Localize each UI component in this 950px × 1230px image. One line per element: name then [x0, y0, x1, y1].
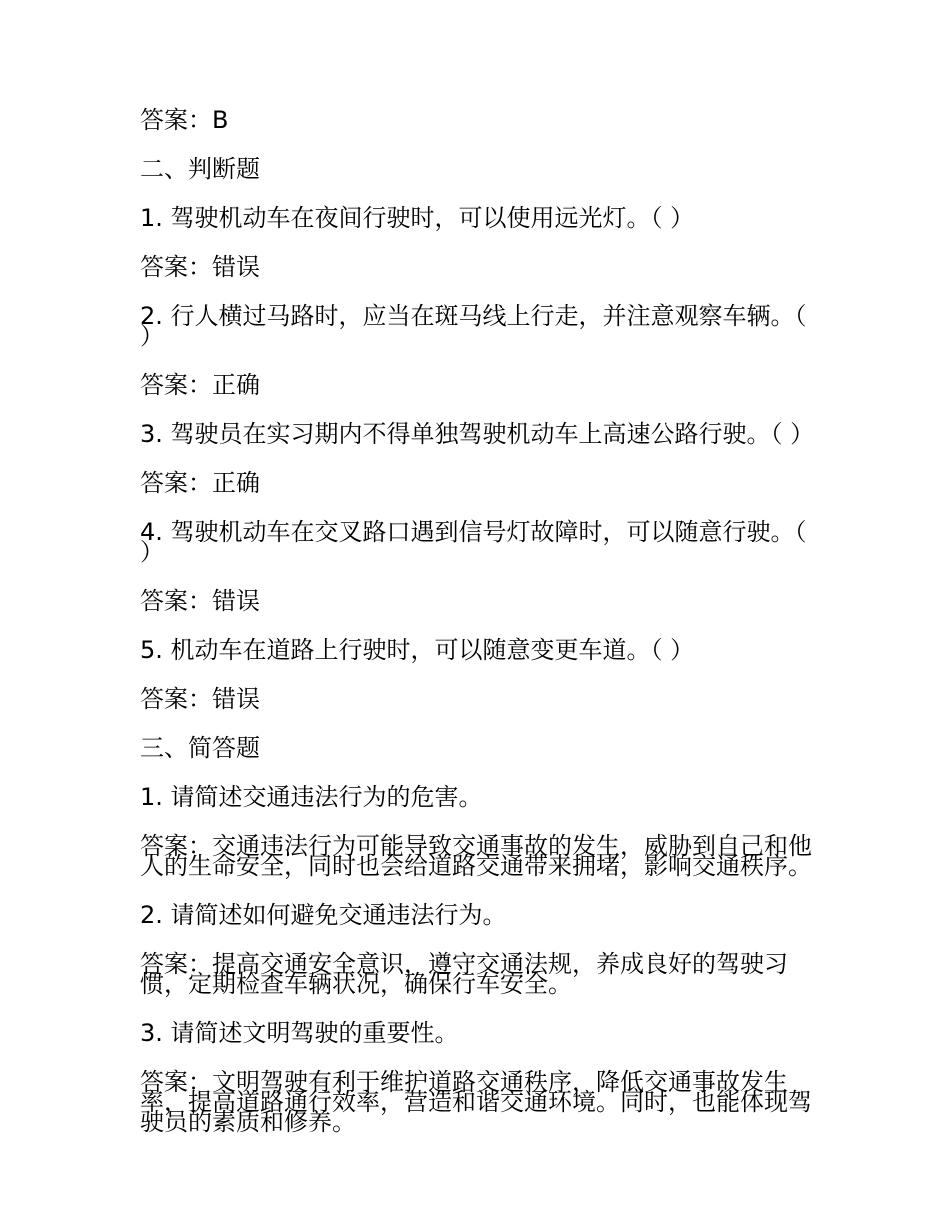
answer-text: 答案：错误 — [140, 685, 260, 713]
question-text: 5. 机动车在道路上行驶时，可以随意变更车道。（ ） — [140, 636, 695, 664]
document-page — [140, 104, 816, 1155]
question-text: 2. 行人横过马路时，应当在斑马线上行走，并注意观察车辆。（ ） — [140, 302, 807, 350]
question-text: 1. 请简述交通违法行为的危害。 — [140, 783, 483, 811]
section-heading: 三、简答题 — [140, 734, 260, 762]
question-text: 3. 驾驶员在实习期内不得单独驾驶机动车上高速公路行驶。（ ） — [140, 420, 815, 448]
answer-text: 答案：提高交通安全意识，遵守交通法规，养成良好的驾驶习惯，定期检查车辆状况，确保行车安全。 — [140, 950, 788, 998]
question-text: 2. 请简述如何避免交通违法行为。 — [140, 901, 507, 929]
answer-text: 答案：B — [140, 106, 229, 134]
answer-text: 答案：正确 — [140, 371, 260, 399]
answer-text: 答案：文明驾驶有利于维护道路交通秩序，降低交通事故发生率，提高道路通行效率，营造和谐交通环境。同时，也能体现驾驶员的素质和修养。 — [140, 1068, 812, 1136]
answer-text: 答案：错误 — [140, 253, 260, 281]
answer-text: 答案：正确 — [140, 469, 260, 497]
question-text: 1. 驾驶机动车在夜间行驶时，可以使用远光灯。（ ） — [140, 204, 695, 232]
question-text: 3. 请简述文明驾驶的重要性。 — [140, 1019, 459, 1047]
section-heading: 二、判断题 — [140, 155, 260, 183]
answer-text: 答案：错误 — [140, 587, 260, 615]
answer-text: 答案：交通违法行为可能导致交通事故的发生，威胁到自己和他人的生命安全，同时也会给道路交通带来拥堵，影响交通秩序。 — [140, 832, 812, 880]
question-text: 4. 驾驶机动车在交叉路口遇到信号灯故障时，可以随意行驶。（ ） — [140, 518, 807, 566]
